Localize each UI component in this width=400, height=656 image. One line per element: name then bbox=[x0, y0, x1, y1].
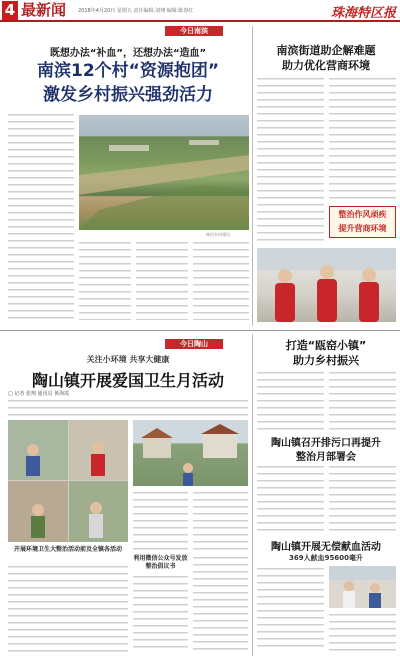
story3-body-col4 bbox=[133, 574, 188, 652]
newspaper-logo: 珠海特区报 bbox=[330, 6, 396, 21]
story4-title-line1: 打造“瓯窑小镇” bbox=[285, 339, 367, 352]
story1-body-col3 bbox=[136, 240, 188, 320]
page-header bbox=[0, 0, 400, 22]
section-tag-nanbin: 今日南滨 bbox=[165, 26, 223, 36]
banner-line1: 整治作风顽疾 bbox=[338, 210, 387, 219]
story6-title: 陶山镇开展无偿献血活动 bbox=[271, 542, 381, 553]
story1-photo-caption: 林田乡村建设 bbox=[206, 232, 230, 237]
section-title: 最新闻 bbox=[21, 1, 67, 19]
story1-body-col4 bbox=[193, 240, 249, 320]
story3-caption: 开展环境卫生大整治活动前及全镇各活动 bbox=[13, 546, 122, 553]
story3-village-photo bbox=[133, 420, 248, 486]
story6-body-col1 bbox=[257, 566, 324, 652]
column-divider bbox=[252, 26, 253, 326]
story2-body-col2 bbox=[329, 76, 396, 204]
story2-banner bbox=[329, 206, 396, 238]
story6-blood-donation-photo bbox=[329, 566, 396, 608]
section-tag-taoshan: 今日陶山 bbox=[165, 339, 223, 349]
story3-lead bbox=[8, 398, 248, 416]
story5-title-line1: 陶山镇召开排污口再提升 bbox=[271, 438, 381, 449]
story4-body-col2 bbox=[329, 370, 396, 430]
story1-title-line2: 激发乡村振兴强劲活力 bbox=[43, 85, 213, 105]
banner-line2: 提升营商环境 bbox=[338, 224, 387, 233]
story6-body-col2 bbox=[329, 612, 396, 652]
story5-body-col1 bbox=[257, 464, 324, 534]
story1-body-col2 bbox=[79, 240, 131, 320]
story3-body-col5 bbox=[193, 555, 248, 652]
story5-body-col2 bbox=[329, 464, 396, 534]
issue-meta: 2018年4月20日 星期五 责任编辑:刘翔 编辑:陈春红 bbox=[78, 8, 194, 14]
story6-subtitle: 369人献血95600毫升 bbox=[289, 554, 363, 562]
story2-title-line2: 助力优化营商环境 bbox=[282, 59, 370, 72]
story3-byline: □ 记者 张翔 通讯员 黄海霞 bbox=[8, 391, 70, 397]
story3-body-col2 bbox=[133, 490, 188, 550]
story2-volunteers-photo bbox=[257, 248, 396, 322]
page-number: 4 bbox=[2, 1, 18, 20]
story4-title-line2: 助力乡村振兴 bbox=[293, 354, 359, 367]
story1-title-line1: 南滨12个村“资源抱团” bbox=[36, 61, 219, 81]
story3-photo-collage bbox=[8, 420, 128, 542]
story1-kicker: 既想办法“补血”，还想办法“造血” bbox=[49, 48, 207, 59]
story3-subhead: 利用微信公众号发放整治倡议书 bbox=[133, 555, 188, 570]
story3-body-col3 bbox=[193, 490, 248, 550]
story4-body-col1 bbox=[257, 370, 324, 430]
story1-body-col1 bbox=[8, 112, 74, 320]
story2-body-col1 bbox=[257, 76, 324, 246]
story1-aerial-photo bbox=[79, 115, 249, 230]
section-divider bbox=[0, 330, 400, 331]
story3-kicker: 关注小环境 共享大健康 bbox=[86, 355, 170, 364]
story5-title-line2: 整治月部署会 bbox=[296, 452, 356, 463]
column-divider-lower bbox=[252, 334, 253, 656]
story3-body-col1 bbox=[8, 564, 128, 652]
story3-title: 陶山镇开展爱国卫生月活动 bbox=[31, 371, 224, 390]
story2-title-line1: 南滨街道助企解难题 bbox=[276, 44, 376, 57]
